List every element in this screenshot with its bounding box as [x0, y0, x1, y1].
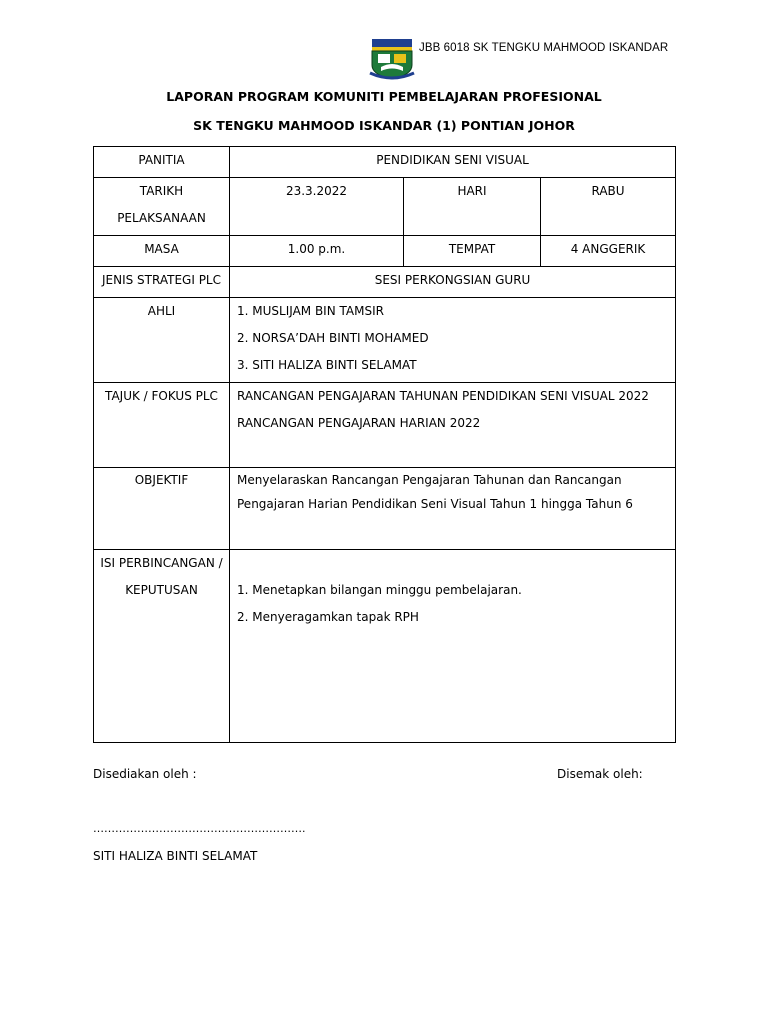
- tajuk-label: TAJUK / FOKUS PLC: [94, 383, 230, 468]
- table-row: [94, 178, 676, 236]
- list-item: 1. MUSLIJAM BIN TAMSIR: [237, 304, 384, 318]
- table-row: [94, 147, 676, 178]
- panitia-label: PANITIA: [94, 147, 230, 178]
- table-row: [94, 383, 676, 468]
- masa-value: 1.00 p.m.: [230, 236, 404, 267]
- tarikh-value: 23.3.2022: [230, 178, 404, 236]
- table-row: [94, 550, 676, 743]
- table-row: [94, 468, 676, 550]
- list-item: RANCANGAN PENGAJARAN TAHUNAN PENDIDIKAN SENI VISUAL 2022: [237, 389, 649, 403]
- ahli-list: [230, 298, 676, 383]
- objektif-text: [230, 468, 676, 550]
- school-logo-icon: [369, 37, 415, 81]
- hari-value: RABU: [541, 178, 676, 236]
- table-row: [94, 236, 676, 267]
- ahli-label: AHLI: [94, 298, 230, 383]
- strategi-label: JENIS STRATEGI PLC: [94, 267, 230, 298]
- list-item: 3. SITI HALIZA BINTI SELAMAT: [237, 358, 417, 372]
- report-subtitle: SK TENGKU MAHMOOD ISKANDAR (1) PONTIAN JOHOR: [193, 118, 575, 133]
- tempat-value: 4 ANGGERIK: [541, 236, 676, 267]
- table-row: [94, 298, 676, 383]
- isi-list: [230, 550, 676, 743]
- tajuk-list: [230, 383, 676, 468]
- strategi-value: SESI PERKONGSIAN GURU: [230, 267, 676, 298]
- panitia-value: PENDIDIKAN SENI VISUAL: [230, 147, 676, 178]
- list-item: 2. Menyeragamkan tapak RPH: [237, 610, 419, 624]
- tempat-label: TEMPAT: [404, 236, 541, 267]
- report-title: LAPORAN PROGRAM KOMUNITI PEMBELAJARAN PROFESIONAL: [166, 89, 602, 104]
- prepared-by-label: Disediakan oleh :: [93, 767, 197, 781]
- objektif-label: OBJEKTIF: [94, 468, 230, 550]
- table-row: [94, 267, 676, 298]
- signature-line: ………………………………………………….: [93, 822, 306, 835]
- list-item: RANCANGAN PENGAJARAN HARIAN 2022: [237, 416, 481, 430]
- list-item: 2. NORSA’DAH BINTI MOHAMED: [237, 331, 429, 345]
- school-code: JBB 6018 SK TENGKU MAHMOOD ISKANDAR: [419, 42, 669, 54]
- list-item: Menyelaraskan Rancangan Pengajaran Tahunan dan Rancangan: [237, 473, 622, 487]
- masa-label: MASA: [94, 236, 230, 267]
- list-item: Pengajaran Harian Pendidikan Seni Visual Tahun 1 hingga Tahun 6: [237, 497, 633, 511]
- list-item: 1. Menetapkan bilangan minggu pembelajaran.: [237, 583, 522, 597]
- tarikh-label: TARIKH PELAKSANAAN: [94, 178, 230, 236]
- checked-by-label: Disemak oleh:: [557, 767, 643, 781]
- prepared-by-name: SITI HALIZA BINTI SELAMAT: [93, 849, 258, 863]
- hari-label: HARI: [404, 178, 541, 236]
- isi-label: ISI PERBINCANGAN / KEPUTUSAN: [94, 550, 230, 743]
- report-table: [93, 146, 676, 743]
